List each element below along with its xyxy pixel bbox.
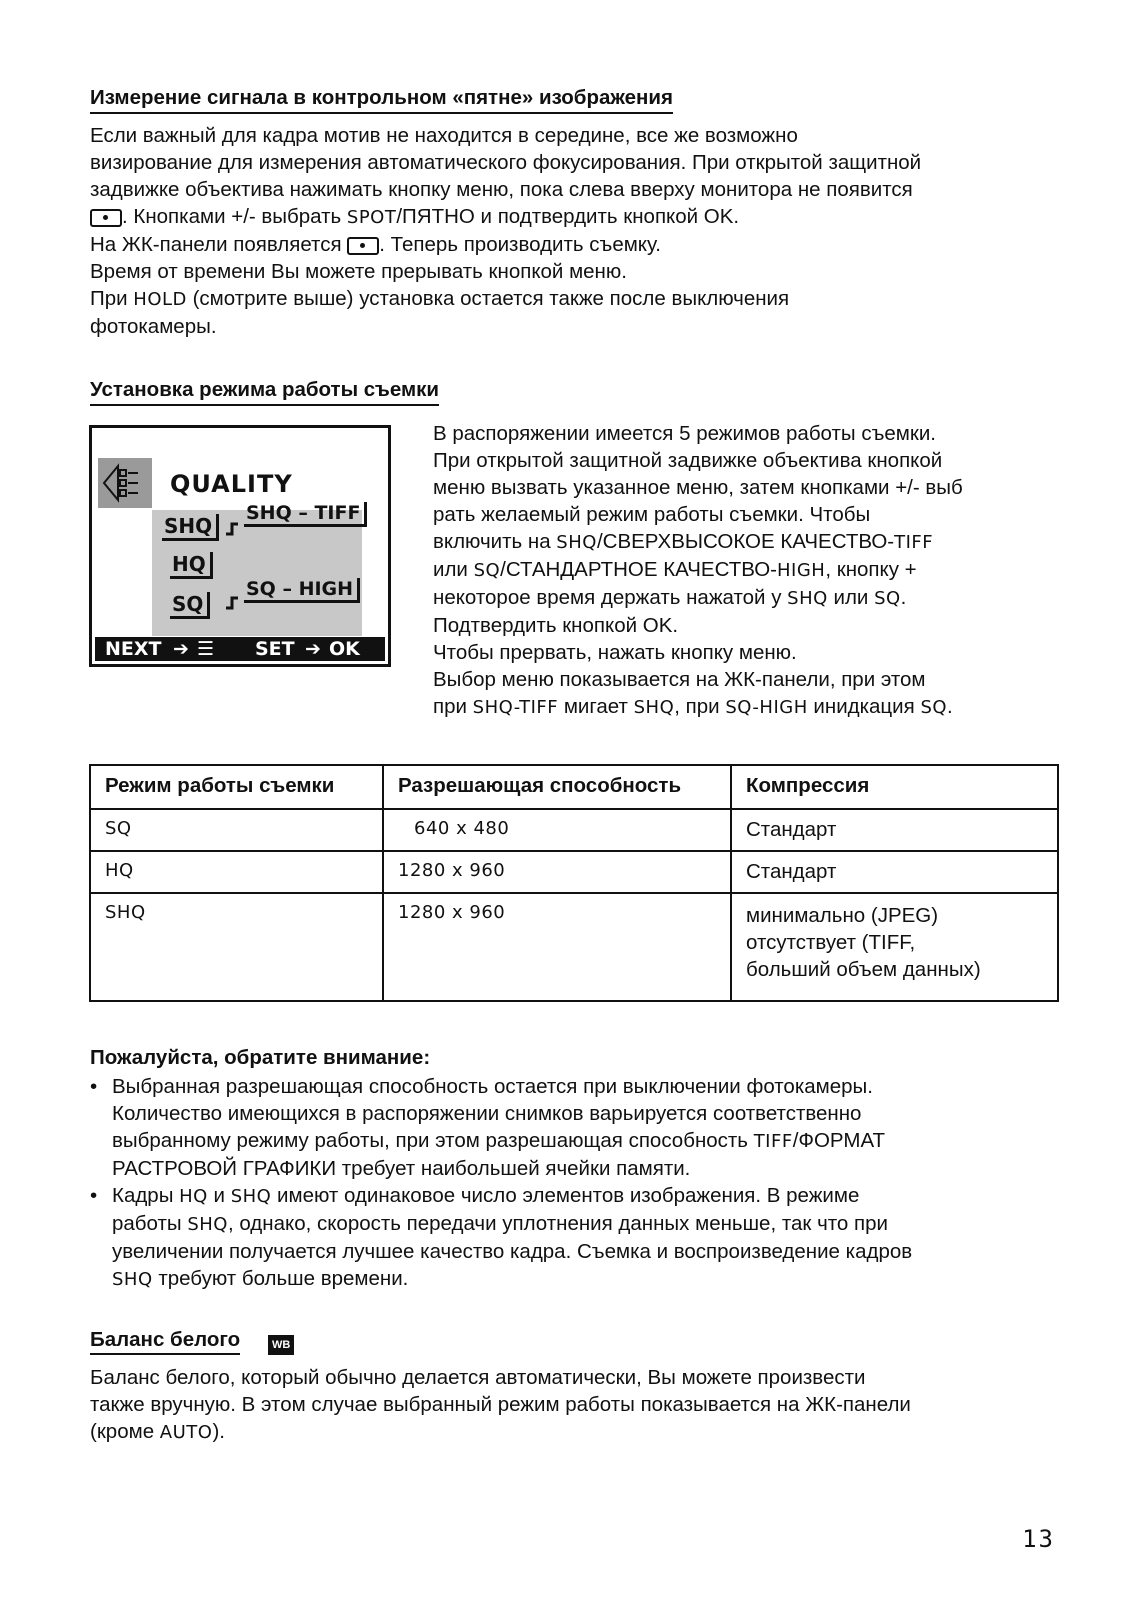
wb-icon: WB (268, 1335, 294, 1355)
mono-span: HQ (179, 1186, 208, 1207)
mono-span: SQ (473, 560, 501, 581)
lcd-option-sq: SQ (170, 592, 210, 619)
text-span: и (207, 1184, 231, 1207)
mono-span: TIFF (753, 1131, 793, 1152)
mode-heading: Установка режима работы съемки (90, 378, 439, 406)
mono-span: SQ-HIGH (725, 697, 808, 718)
wb-heading: Баланс белого (90, 1328, 240, 1355)
list-item (90, 1182, 1060, 1293)
table-cell: 1280 x 960 (383, 893, 731, 1001)
table-cell: 1280 x 960 (383, 851, 731, 893)
table-header: Компрессия (731, 765, 1058, 809)
spot-text (90, 122, 1060, 340)
table-cell: 640 x 480 (383, 809, 731, 851)
mono-span: HOLD (133, 289, 187, 310)
text-line (433, 528, 1063, 556)
text-span: мигает (558, 695, 634, 718)
table-cell: HQ (90, 851, 383, 893)
mono-span: SPOT (346, 207, 397, 228)
text-span: /СВЕРХВЫСОКОЕ КАЧЕСТВО- (596, 530, 895, 553)
lcd-option-hq: HQ (170, 552, 213, 579)
table-cell: Стандарт (731, 809, 1058, 851)
text-line: Количество имеющихся в распоряжении снимков варьируется соответственно (112, 1102, 862, 1125)
text-span: (кроме (90, 1420, 160, 1443)
mode-text (433, 420, 1063, 721)
mono-span: SHQ (230, 1186, 272, 1207)
lcd-set-label: SET (255, 638, 295, 660)
note-heading: Пожалуйста, обратите внимание: (90, 1046, 431, 1069)
table-cell: Стандарт (731, 851, 1058, 893)
text-line: фотокамеры. (90, 315, 217, 338)
text-span: выбранному режиму работы, при этом разрешающая способность (112, 1129, 754, 1152)
text-span: /ФОРМАТ (792, 1129, 886, 1152)
note-list (90, 1073, 1060, 1293)
text-span: имеют одинаковое число элементов изображения. В режиме (271, 1184, 860, 1207)
table-row (90, 809, 1058, 851)
text-span: . Теперь производить съемку. (379, 233, 661, 256)
list-item (90, 1073, 1060, 1182)
text-line (90, 1418, 1060, 1446)
mono-span: SHQ (556, 532, 597, 553)
mono-span: SHQ (112, 1269, 153, 1290)
spot-heading: Измерение сигнала в контрольном «пятне» изображения (90, 86, 673, 114)
text-line (112, 1265, 1060, 1293)
lcd-ok-label: OK (329, 638, 360, 660)
text-line (112, 1210, 1060, 1238)
wb-text (90, 1364, 1060, 1446)
lcd-title: QUALITY (170, 470, 293, 498)
lcd-option-shq: SHQ (162, 514, 219, 541)
table-cell: SQ (90, 809, 383, 851)
wb-heading-row (90, 1328, 294, 1357)
arrow-right-icon: ➔ (173, 638, 189, 660)
table-cell: SHQ (90, 893, 383, 1001)
mono-span: SHQ (633, 697, 675, 718)
text-line (90, 285, 1060, 313)
spot-icon (347, 237, 379, 255)
text-span: ). (212, 1420, 225, 1443)
text-line (433, 693, 1063, 721)
menu-icon (98, 458, 152, 508)
text-span: (смотрите выше) установка остается также после выключения (186, 287, 790, 310)
text-line: увеличении получается лучшее качество кадра. Съемка и воспроизведение кадров (112, 1240, 913, 1263)
text-span: или (827, 586, 875, 609)
text-span: При (90, 287, 134, 310)
text-span: некоторое время держать нажатой у (433, 586, 788, 609)
text-line: В распоряжении имеется 5 режимов работы съемки. (433, 422, 937, 445)
table-header: Разрешающая способность (383, 765, 731, 809)
text-span: . (900, 586, 907, 609)
text-line: • Выбранная разрешающая способность остается при выключении фотокамеры. (112, 1075, 873, 1098)
mono-span: HIGH (777, 560, 826, 581)
modes-table (89, 764, 1059, 1002)
mono-span: TIFF (894, 532, 934, 553)
mono-span: SQ (920, 697, 948, 718)
text-line (112, 1127, 1060, 1155)
cell-line: минимально (JPEG) (746, 904, 939, 927)
text-line: Подтвердить кнопкой OK. (433, 614, 679, 637)
text-span: или (433, 558, 474, 581)
text-span: работы (112, 1212, 188, 1235)
text-line: Если важный для кадра мотив не находится в середине, все же возможно (90, 124, 798, 147)
text-line (90, 203, 1060, 231)
text-line: Баланс белого, который обычно делается автоматически, Вы можете произвести (90, 1366, 866, 1389)
text-line: При открытой защитной задвижке объектива кнопкой (433, 449, 943, 472)
text-line: Чтобы прервать, нажать кнопку меню. (433, 641, 797, 664)
text-span: , кнопку + (825, 558, 917, 581)
list-icon: ☰ (197, 638, 215, 660)
lcd-quality-screen (89, 425, 391, 667)
text-line (433, 584, 1063, 612)
text-line: задвижке объектива нажимать кнопку меню, пока слева вверху монитора не появится (90, 178, 913, 201)
spot-icon (90, 209, 122, 227)
table-header-row (90, 765, 1058, 809)
table-row (90, 851, 1058, 893)
text-span: при (433, 695, 473, 718)
lcd-bottom-bar (95, 637, 385, 661)
cell-line: отсутствует (TIFF, (746, 931, 916, 954)
text-span: требуют больше времени. (152, 1267, 409, 1290)
text-span: Кадры (112, 1184, 180, 1207)
text-line (433, 556, 1063, 584)
text-line: также вручную. В этом случае выбранный режим работы показывается на ЖК-панели (90, 1393, 911, 1416)
table-header: Режим работы съемки (90, 765, 383, 809)
text-line: Время от времени Вы можете прерывать кнопкой меню. (90, 260, 627, 283)
arrow-right-icon: ➔ (305, 638, 321, 660)
text-span: инидкация (807, 695, 921, 718)
text-span: . Кнопками +/- выбрать (122, 205, 347, 228)
lcd-connector-lines (224, 516, 244, 616)
mono-span: SHQ (187, 1214, 228, 1235)
table-cell (731, 893, 1058, 1001)
text-span: , при (674, 695, 726, 718)
text-line: РАСТРОВОЙ ГРАФИКИ требует наибольшей ячейки памяти. (112, 1157, 691, 1180)
text-span: /СТАНДАРТНОЕ КАЧЕСТВО- (500, 558, 778, 581)
cell-line: больший объем данных) (746, 958, 981, 981)
text-span: На ЖК-панели появляется (90, 233, 348, 256)
lcd-next-label: NEXT (105, 638, 162, 660)
text-line: рать желаемый режим работы съемки. Чтобы (433, 503, 871, 526)
mono-span: AUTO (159, 1422, 213, 1443)
text-line: Выбор меню показывается на ЖК-панели, при этом (433, 668, 926, 691)
text-span: . (947, 695, 953, 718)
text-span: включить на (433, 530, 557, 553)
text-line (112, 1182, 1060, 1210)
text-line: визирование для измерения автоматического фокусирования. При открытой защитной (90, 151, 922, 174)
text-line (90, 231, 1060, 258)
lcd-option-sq-high: SQ – HIGH (244, 578, 360, 603)
mono-span: SHQ-TIFF (472, 697, 559, 718)
mono-span: SQ (874, 588, 901, 609)
text-span: , однако, скорость передачи уплотнения данных меньше, так что при (227, 1212, 888, 1235)
table-row (90, 893, 1058, 1001)
mono-span: SHQ (787, 588, 828, 609)
page-number: 13 (1022, 1525, 1055, 1553)
lcd-option-shq-tiff: SHQ – TIFF (244, 502, 367, 527)
text-span: /ПЯТНО и подтвердить кнопкой OK. (396, 205, 740, 228)
text-line: меню вызвать указанное меню, затем кнопками +/- выб (433, 476, 963, 499)
